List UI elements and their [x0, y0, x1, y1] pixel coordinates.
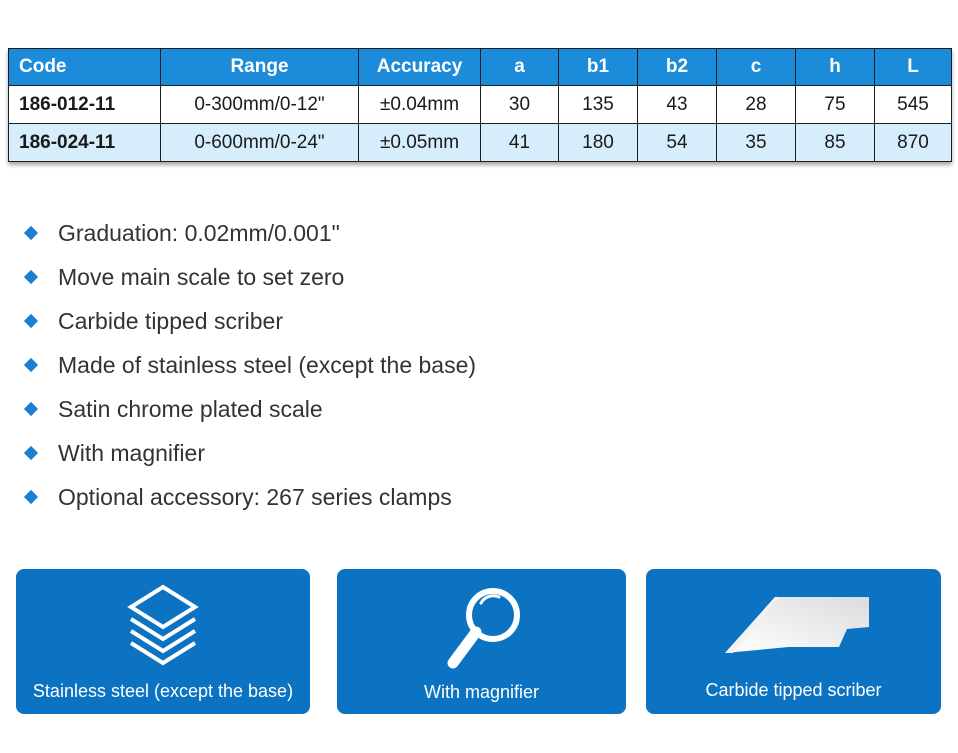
feature-card-scriber: [646, 569, 941, 714]
cell-b2: 43: [638, 86, 717, 124]
card-label: Stainless steel (except the base): [32, 681, 294, 701]
cell-c: 28: [717, 86, 796, 124]
scriber-icon: [646, 583, 941, 657]
table-row: [9, 124, 952, 162]
cell-l: 545: [875, 86, 952, 124]
header-b1: b1: [559, 49, 638, 86]
list-item: [22, 299, 476, 343]
diamond-bullet-icon: [24, 490, 38, 504]
cell-h: 85: [796, 124, 875, 162]
list-item: [22, 431, 476, 475]
diamond-bullet-icon: [24, 270, 38, 284]
feature-text: Satin chrome plated scale: [58, 395, 323, 422]
header-c: c: [717, 49, 796, 86]
cell-accuracy: ±0.05mm: [359, 124, 481, 162]
feature-text: With magnifier: [58, 439, 205, 466]
cell-c: 35: [717, 124, 796, 162]
spec-table: [8, 48, 952, 162]
header-h: h: [796, 49, 875, 86]
table-header-row: [9, 49, 952, 86]
header-accuracy: Accuracy: [359, 49, 481, 86]
header-range: Range: [161, 49, 359, 86]
diamond-bullet-icon: [24, 226, 38, 240]
cell-b1: 135: [559, 86, 638, 124]
card-label: With magnifier: [423, 682, 540, 702]
feature-card-stainless: [16, 569, 310, 714]
magnifier-icon: [337, 583, 626, 673]
diamond-bullet-icon: [24, 402, 38, 416]
cell-code: 186-024-11: [9, 124, 161, 162]
cell-accuracy: ±0.04mm: [359, 86, 481, 124]
header-b2: b2: [638, 49, 717, 86]
header-code: Code: [9, 49, 161, 86]
table-row: [9, 86, 952, 124]
cell-b1: 180: [559, 124, 638, 162]
diamond-bullet-icon: [24, 358, 38, 372]
list-item: [22, 343, 476, 387]
diamond-bullet-icon: [24, 314, 38, 328]
list-item: [22, 255, 476, 299]
cell-range: 0-600mm/0-24": [161, 124, 359, 162]
header-l: L: [875, 49, 952, 86]
cell-b2: 54: [638, 124, 717, 162]
diamond-bullet-icon: [24, 446, 38, 460]
cell-code: 186-012-11: [9, 86, 161, 124]
feature-text: Optional accessory: 267 series clamps: [58, 483, 452, 510]
cell-a: 41: [481, 124, 559, 162]
cell-range: 0-300mm/0-12": [161, 86, 359, 124]
list-item: [22, 211, 476, 255]
layers-icon: [16, 583, 310, 669]
cell-l: 870: [875, 124, 952, 162]
list-item: [22, 475, 476, 519]
cell-h: 75: [796, 86, 875, 124]
feature-text: Move main scale to set zero: [58, 263, 345, 290]
cell-a: 30: [481, 86, 559, 124]
header-a: a: [481, 49, 559, 86]
feature-text: Carbide tipped scriber: [58, 307, 284, 334]
feature-list: [22, 211, 476, 519]
feature-card-magnifier: [337, 569, 626, 714]
feature-text: Graduation: 0.02mm/0.001": [58, 219, 340, 246]
card-label: Carbide tipped scriber: [705, 680, 882, 700]
list-item: [22, 387, 476, 431]
feature-text: Made of stainless steel (except the base): [58, 351, 477, 378]
